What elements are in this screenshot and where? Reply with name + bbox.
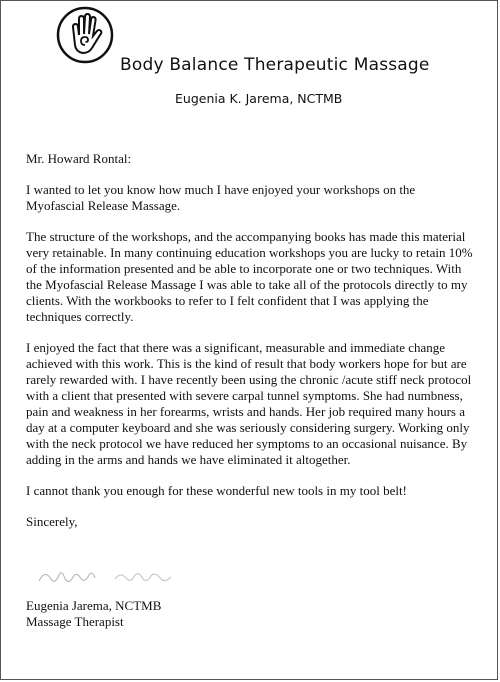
paragraph-4: I cannot thank you enough for these wonderful new tools in my tool belt! — [26, 483, 407, 498]
hand-spiral-icon — [55, 5, 115, 65]
handwritten-signature — [35, 561, 185, 593]
closing: Sincerely, — [26, 514, 78, 529]
paragraph-2: The structure of the workshops, and the accompanying books has made this material very retainable. In many continuing education workshops you are lucky to retain 10% of the information presented and be able to incorporate one or two techniques. With the Myofascial Release Massage I was able to take all of the protocols directly to my clients. With the workbooks to refer to I felt confident that I was applying the techniques correctly. — [26, 229, 473, 324]
salutation: Mr. Howard Rontal: — [26, 151, 132, 166]
signer-name: Eugenia Jarema, NCTMB — [26, 598, 162, 613]
paragraph-1: I wanted to let you know how much I have enjoyed your workshops on the Myofascial Release Massage. — [26, 182, 416, 213]
paragraph-3: I enjoyed the fact that there was a significant, measurable and immediate change achieved with this work. This is the kind of result that body workers hope for but are rarely rewarded with. I have recently been using the chronic /acute stiff neck protocol with a client that presented with severe carpal tunnel symptoms. She had numbness, pain and weakness in her forearms, wrists and hands. Her job required many hours a day at a computer keyboard and she was seriously considering surgery. Working only with the neck protocol we have reduced her symptoms to an occasional nuisance. By adding in the arms and hands we have eliminated it altogether. — [26, 340, 472, 467]
business-name: Body Balance Therapeutic Massage — [120, 55, 430, 75]
signer-title: Massage Therapist — [26, 614, 124, 629]
letter-body — [26, 151, 476, 545]
practitioner-credentials: Eugenia K. Jarema, NCTMB — [175, 91, 343, 106]
